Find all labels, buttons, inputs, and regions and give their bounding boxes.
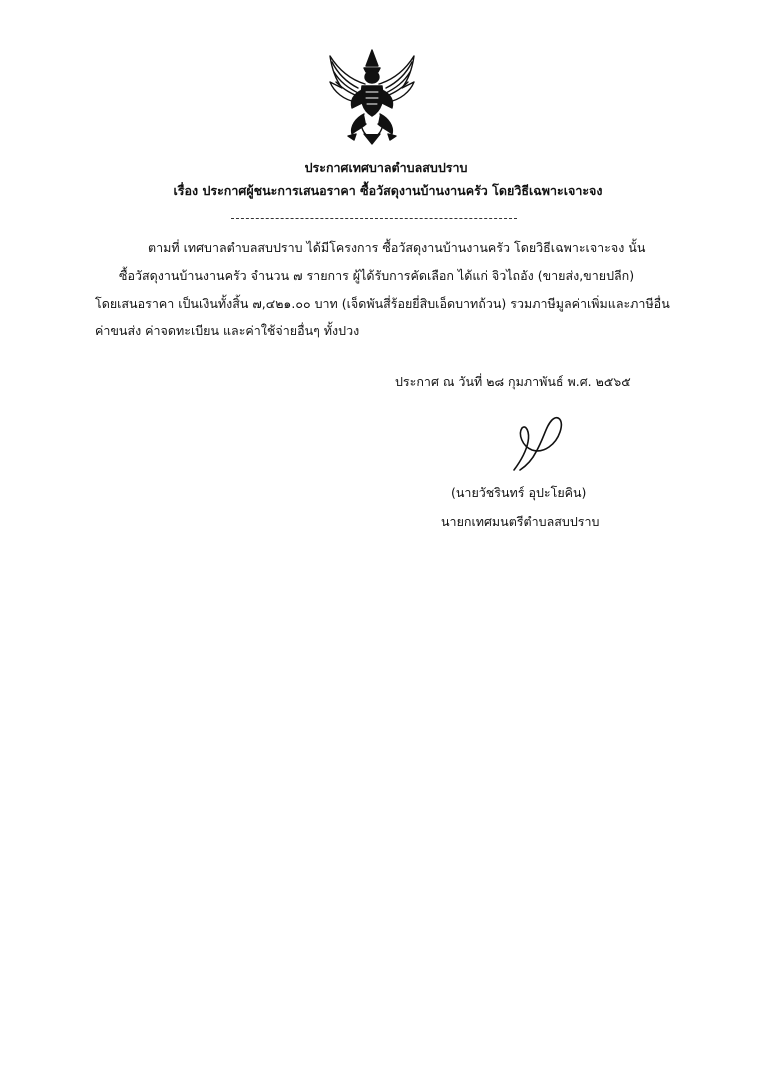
announcement-date: ประกาศ ณ วันที่ ๒๘ กุมภาพันธ์ พ.ศ. ๒๕๖๕ [395,374,631,389]
handwritten-signature-icon [506,412,568,474]
garuda-emblem-icon [321,44,423,148]
announcement-title: ประกาศเทศบาลตำบลสบปราบ [304,160,468,175]
announcement-subject: เรื่อง ประกาศผู้ชนะการเสนอราคา ซื้อวัสดุงานบ้านงานครัว โดยวิธีเฉพาะเจาะจง [173,183,603,198]
body-line-3: โดยเสนอราคา เป็นเงินทั้งสิ้น ๗,๔๒๑.๐๐ บาท (เจ็ดพันสี่ร้อยยี่สิบเอ็ดบาทถ้วน) รวมภาษีมูลค่าเพิ่มและภาษีอื่น [95,296,670,311]
body-line-4: ค่าขนส่ง ค่าจดทะเบียน และค่าใช้จ่ายอื่นๆ ทั้งปวง [95,323,360,338]
body-line-2: ซื้อวัสดุงานบ้านงานครัว จำนวน ๗ รายการ ผู้ได้รับการคัดเลือก ได้แก่ จิวไถอัง (ขายส่ง,ขายปลีก) [119,268,635,283]
title-divider [231,218,517,219]
signer-position: นายกเทศมนตรีตำบลสบปราบ [441,514,600,529]
signer-name: (นายวัชรินทร์ อุปะโยคิน) [451,485,587,500]
body-line-1: ตามที่ เทศบาลตำบลสบปราบ ได้มีโครงการ ซื้อวัสดุงานบ้านงานครัว โดยวิธีเฉพาะเจาะจง นั้น [148,240,646,255]
